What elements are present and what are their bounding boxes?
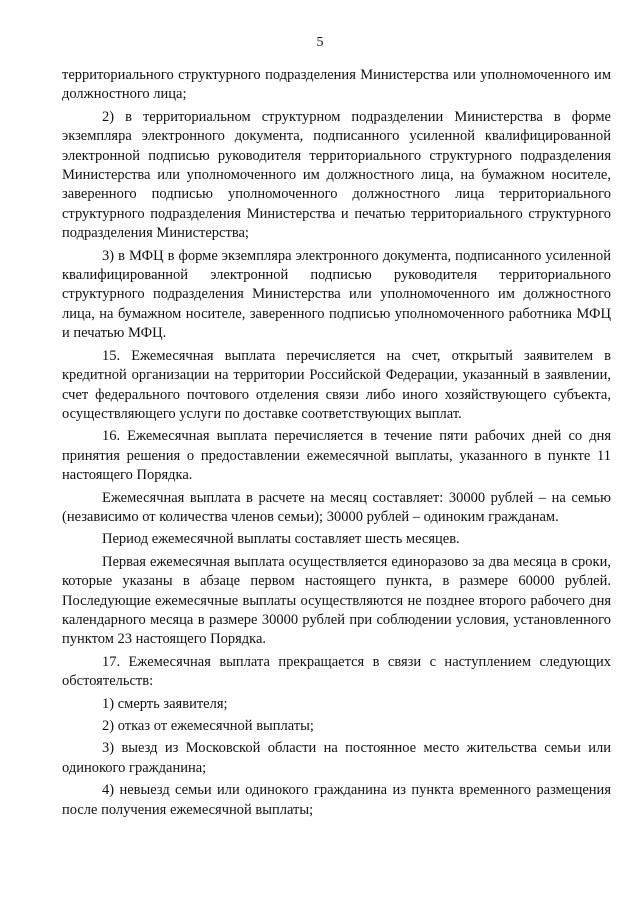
paragraph-payment-period: Период ежемесячной выплаты составляет шесть месяцев. — [102, 531, 460, 548]
list-item-4: 4) невыезд семьи или одинокого гражданина из пункта временного размещения после получения ежемесячной выплаты; — [62, 782, 611, 818]
paragraph-first-payment: Первая ежемесячная выплата осуществляется единоразово за два месяца в сроки, которые указаны в абзаце первом настоящего пункта, в размере 60000 рублей. Последующие ежемесячные выплаты осуществляются не позднее второго рабочего дня календарного месяца в размере 30000 рублей при соблюдении условия, установленного пунктом 23 настоящего Порядка. — [62, 553, 611, 648]
list-item-3: 3) выезд из Московской области на постоянное место жительства семьи или одинокого гражданина; — [62, 740, 611, 776]
paragraph-payment-amount: Ежемесячная выплата в расчете на месяц составляет: 30000 рублей – на семью (независимо от количества членов семьи); 30000 рублей – одиноким гражданам. — [62, 489, 611, 525]
paragraph-item-2: 2) в территориальном структурном подразделении Министерства в форме экземпляра электронного документа, подписанного усиленной квалифицированной электронной подписью руководителя территориального структурного подразделения Министерства или уполномоченного им должностного лица, на бумажном носителе, заверенного подписью уполномоченного должностного лица территориального структурного подразделения Министерства и печатью территориального структурного подразделения Министерства; — [62, 108, 611, 242]
paragraph-clause-16: 16. Ежемесячная выплата перечисляется в течение пяти рабочих дней со дня принятия решения о предоставлении ежемесячной выплаты, указанного в пункте 11 настоящего Порядка. — [62, 428, 611, 484]
paragraph-continuation: территориального структурного подразделения Министерства или уполномоченного им должностного лица; — [62, 67, 611, 103]
list-item-2: 2) отказ от ежемесячной выплаты; — [102, 718, 314, 734]
document-body — [62, 66, 611, 823]
list-item-1: 1) смерть заявителя; — [102, 695, 228, 712]
page-number: 5 — [316, 35, 324, 50]
paragraph-clause-17: 17. Ежемесячная выплата прекращается в связи с наступлением следующих обстоятельств: — [62, 653, 611, 690]
paragraph-item-3: 3) в МФЦ в форме экземпляра электронного документа, подписанного усиленной квалифицированной электронной подписью руководителя территориального структурного подразделения Министерства или уполномоченного им должностного лица, на бумажном носителе, заверенного подписью уполномоченного работника МФЦ и печатью МФЦ. — [62, 247, 611, 342]
paragraph-clause-15: 15. Ежемесячная выплата перечисляется на счет, открытый заявителем в кредитной организации на территории Российской Федерации, указанный в заявлении, счет федерального почтового отделения связи либо иного хозяйствующего субъекта, осуществляющего услуги по доставке соответствующих выплат. — [62, 347, 611, 422]
